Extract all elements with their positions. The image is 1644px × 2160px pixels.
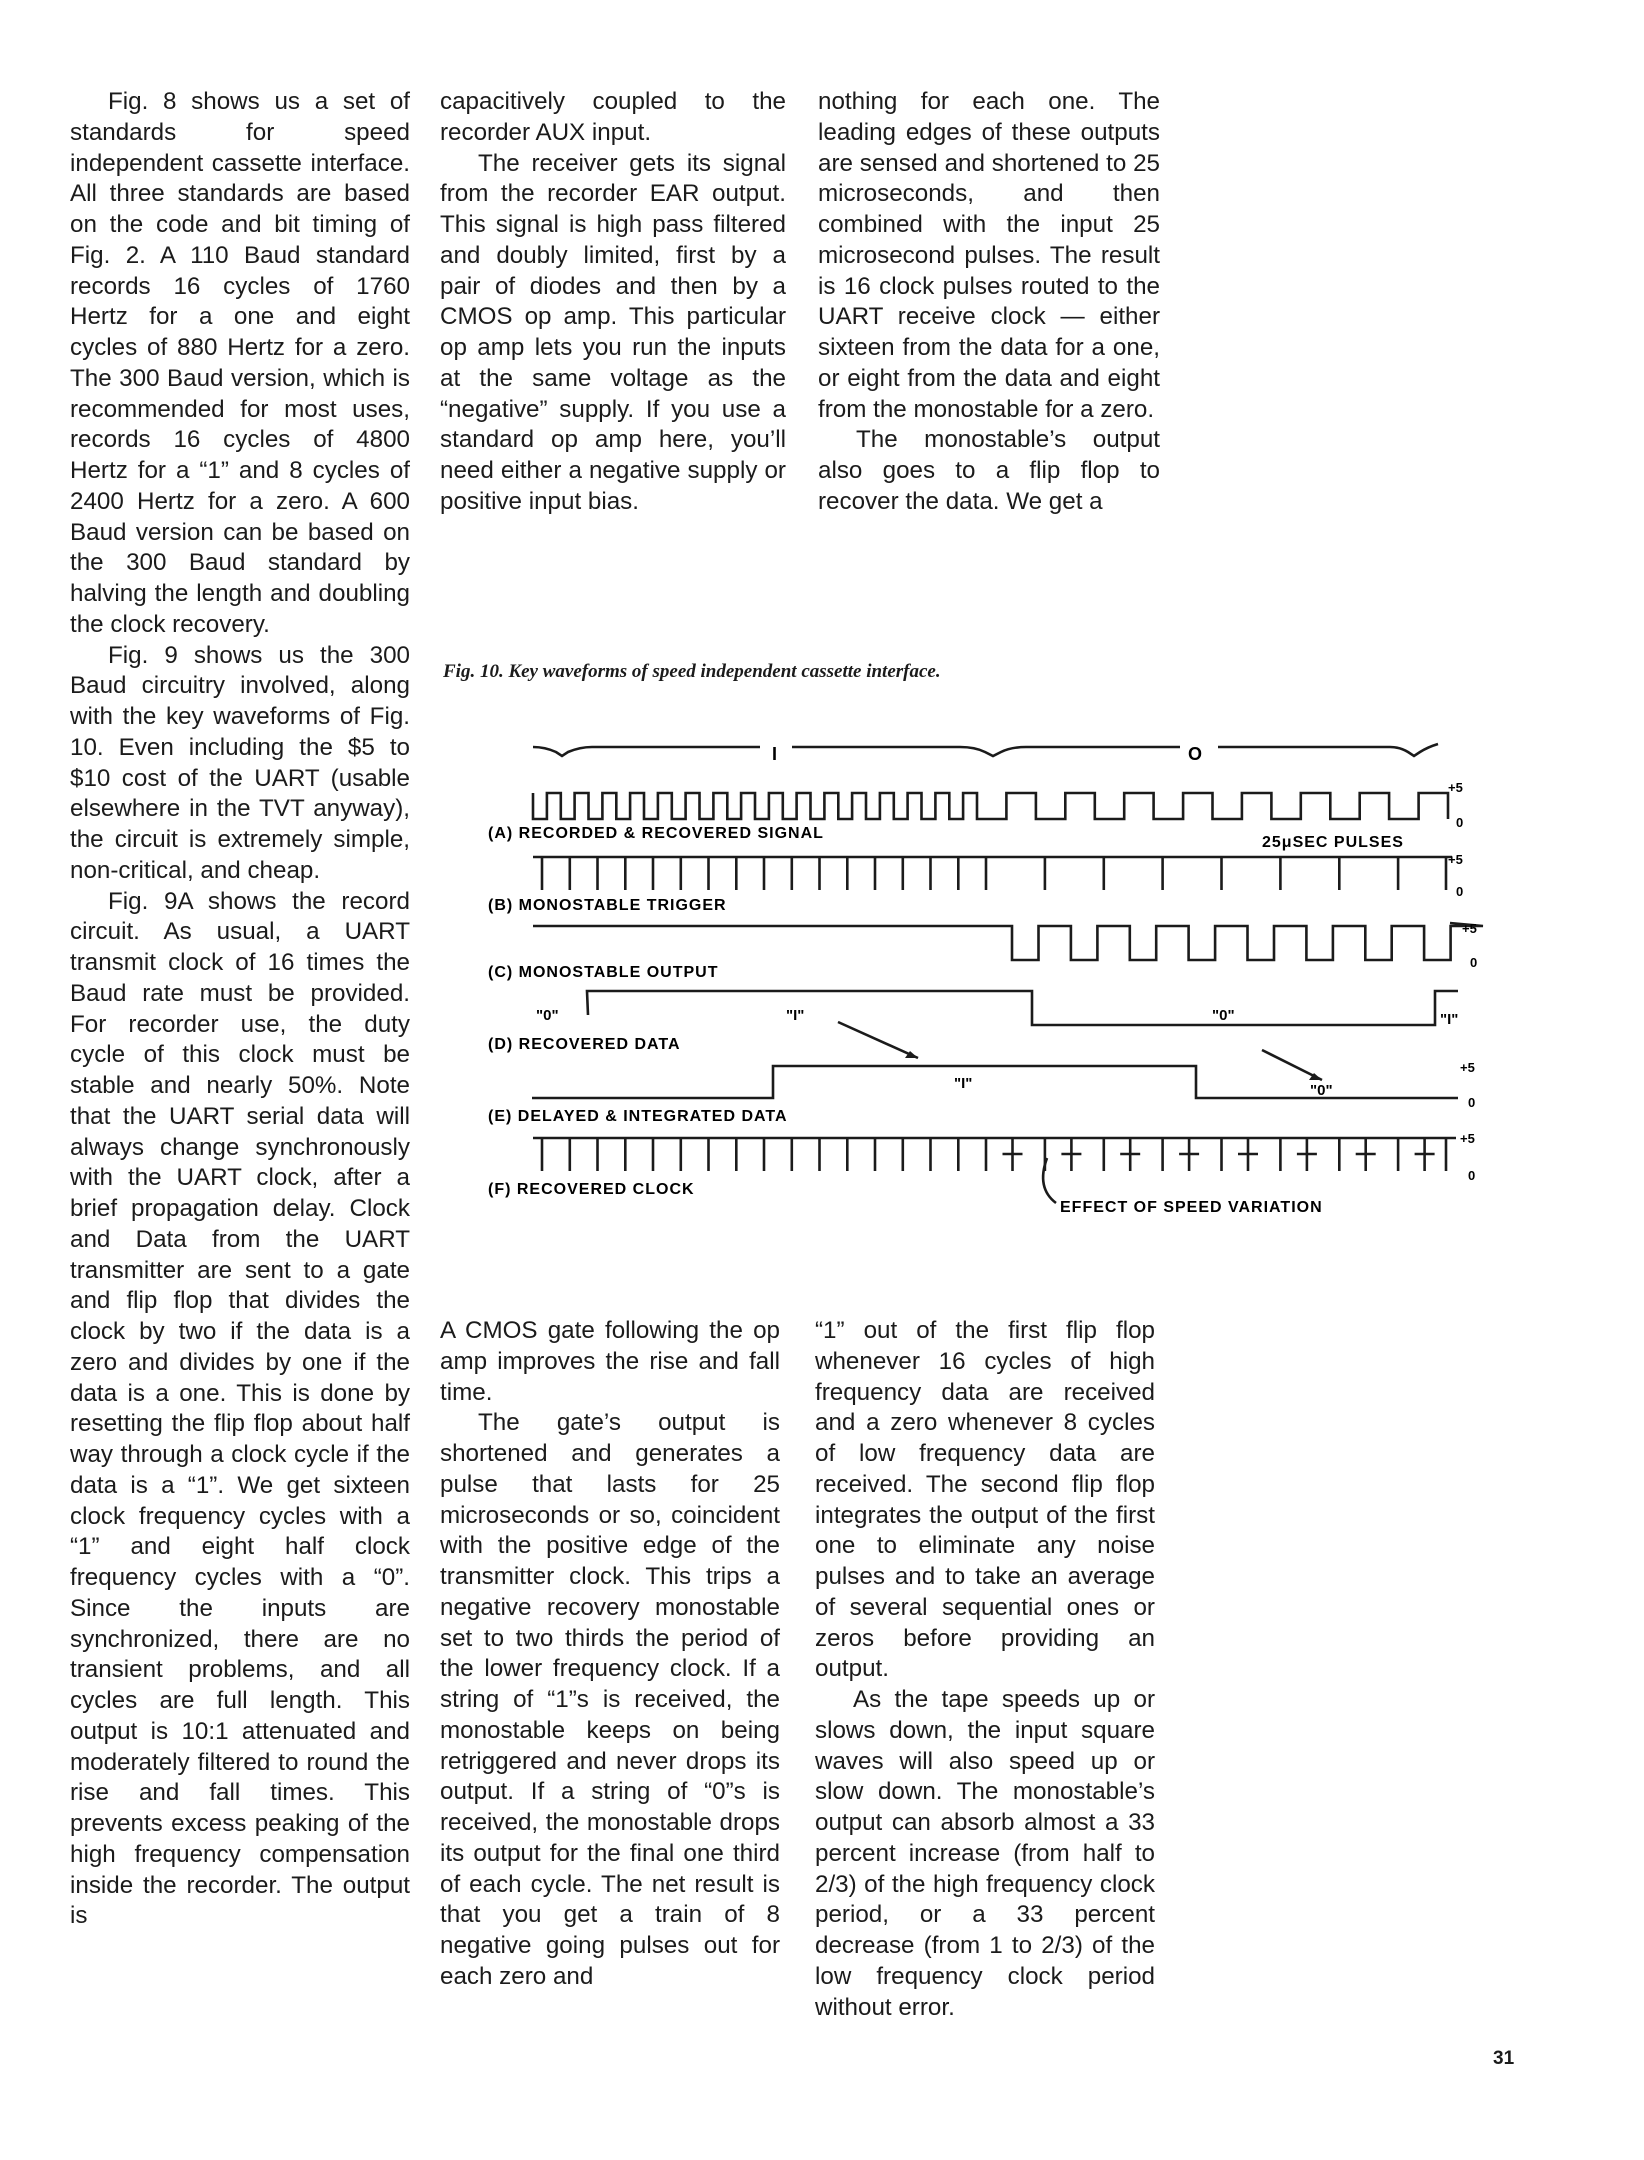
trace-label-b: (B) MONOSTABLE TRIGGER xyxy=(488,897,727,914)
trace-label-f: (F) RECOVERED CLOCK xyxy=(488,1181,695,1198)
paragraph: Fig. 8 shows us a set of standards for speed independent cassette interface. All three standards are based on the code and bit timing of Fig. 2. A 110 Baud standard records 16 cycles of 1760 Hertz for a one and eight cycles of 880 Hertz for a zero. The 300 Baud version, which is recommended for most uses, records 16 cycles of 4800 Hertz for a “1” and 8 cycles of 2400 Hertz for a zero. A 600 Baud version can be based on the 300 Baud standard by halving the length and doubling the clock recovery. xyxy=(70,88,410,638)
trace-label-d: (D) RECOVERED DATA xyxy=(488,1036,681,1053)
text-column-4 xyxy=(440,1316,780,1993)
level-high: +5 xyxy=(1448,852,1463,867)
page-number: 31 xyxy=(1493,2048,1515,2069)
trace-label-e: (E) DELAYED & INTEGRATED DATA xyxy=(488,1108,788,1125)
waveform-b-monostable-trigger xyxy=(533,857,1452,890)
d-annotation-zero: "0" xyxy=(536,1007,559,1024)
bracket-one-label: I xyxy=(772,744,778,764)
text-column-5 xyxy=(815,1316,1155,2023)
level-low: 0 xyxy=(1468,1095,1476,1110)
bracket-zero-label: O xyxy=(1188,744,1203,764)
e-annotation-zero: "0" xyxy=(1310,1082,1333,1099)
paragraph: As the tape speeds up or slows down, the input square waves will also speed up or slow down. The monostable’s output can absorb almost a 33 percent increase (from half to 2/3) of the high frequency clock period, or a 33 percent decrease (from 1 to 2/3) of the low frequency clock period without error. xyxy=(815,1686,1155,2021)
paragraph: Fig. 9A shows the record circuit. As usual, a UART transmit clock of 16 times the Baud rate must be provided. For recorder use, the duty cycle of this clock must be stable and nearly 50%. Note that the UART serial data will always change synchronously with the UART clock, after a brief propagation delay. Clock and Data from the UART transmitter are sent to a gate and flip flop that divides the clock by two if the data is a zero and divides by one if the data is a one. This is done by resetting the flip flop about half way through a clock cycle if the data is a “1”. We get sixteen clock frequency cycles with a “1” and eight half clock frequency cycles with a “0”. Since the inputs are synchronized, there are no transient problems, and all cycles are full length. This output is 10:1 attenuated and moderately filtered to round the rise and fall times. This prevents excess peaking of the high frequency compensation inside the recorder. The output is xyxy=(70,887,410,1930)
paragraph: A CMOS gate following the op amp improves the rise and fall time. xyxy=(440,1317,780,1406)
trace-label-c: (C) MONOSTABLE OUTPUT xyxy=(488,964,719,981)
paragraph: “1” out of the first flip flop whenever 16 cycles of high frequency data are received and a zero whenever 8 cycles of low frequency data are received. The second flip flop integrates the output of the first one to eliminate any noise pulses and to take an average of several sequential ones or zeros before providing an output. xyxy=(815,1317,1155,1683)
level-low: 0 xyxy=(1468,1168,1476,1183)
paragraph: nothing for each one. The leading edges of these outputs are sensed and shortened to 25 microseconds, and then combined with the input 25 microsecond pulses. The result is 16 clock pulses routed to the UART receive clock — either sixteen from the data for a one, or eight from the data and eight from the monostable for a zero. xyxy=(818,88,1160,423)
pulse-note: 25μSEC PULSES xyxy=(1262,834,1404,851)
level-high: +5 xyxy=(1460,1060,1475,1075)
bracket-zero-right xyxy=(1218,744,1438,756)
bracket-middle xyxy=(792,747,1180,756)
figure-caption: Fig. 10. Key waveforms of speed independent cassette interface. xyxy=(443,661,941,682)
speed-note: EFFECT OF SPEED VARIATION xyxy=(1060,1199,1323,1216)
trace-label-a: (A) RECORDED & RECOVERED SIGNAL xyxy=(488,825,824,842)
level-high: +5 xyxy=(1462,921,1477,936)
monostable-trace xyxy=(533,923,1483,960)
d-annotation-zero: "0" xyxy=(1212,1007,1235,1024)
paragraph: The receiver gets its signal from the recorder EAR output. This signal is high pass filtered and doubly limited, first by a pair of diodes and then by a CMOS op amp. This particular op amp lets you run the inputs at the same voltage as the “negative” supply. If you use a standard op amp here, you’ll need either a negative supply or positive input bias. xyxy=(440,149,786,515)
level-low: 0 xyxy=(1456,815,1464,830)
signal-trace xyxy=(533,793,1448,819)
speed-pointer-icon xyxy=(1043,1158,1056,1203)
paragraph: capacitively coupled to the recorder AUX input. xyxy=(440,88,786,146)
bracket-one-left xyxy=(533,747,760,756)
waveform-c-monostable-output xyxy=(533,923,1483,960)
level-low: 0 xyxy=(1456,884,1464,899)
d-annotation-one: "I" xyxy=(1440,1011,1459,1028)
waveform-d-recovered-data xyxy=(587,991,1458,1025)
d-annotation-one: "I" xyxy=(786,1007,805,1024)
arrow-icon xyxy=(838,1022,918,1058)
e-annotation-one: "I" xyxy=(954,1075,973,1092)
level-low: 0 xyxy=(1470,955,1478,970)
waveform-a-recorded-signal xyxy=(533,793,1448,819)
waveform-f-recovered-clock xyxy=(533,1138,1456,1171)
paragraph: Fig. 9 shows us the 300 Baud circuitry involved, along with the key waveforms of Fig. 10. Even including the $5 to $10 cost of the UART (usable elsewhere in the TVT anyway), the circuit is extremely simple, non-critical, and cheap. xyxy=(70,641,410,884)
level-high: +5 xyxy=(1460,1131,1475,1146)
paragraph: The monostable’s output also goes to a flip flop to recover the data. We get a xyxy=(818,426,1160,515)
level-high: +5 xyxy=(1448,780,1463,795)
paragraph: The gate’s output is shortened and generates a pulse that lasts for 25 microseconds or so, coincident with the positive edge of the transmitter clock. This trips a negative recovery monostable set to two thirds the period of the lower frequency clock. If a string of “1”s is received, the monostable keeps on being retriggered and never drops its output. If a string of “0”s is received, the monostable drops its output for the final one third of each cycle. The net result is that you get a train of 8 negative going pulses out for each zero and xyxy=(440,1409,780,1990)
